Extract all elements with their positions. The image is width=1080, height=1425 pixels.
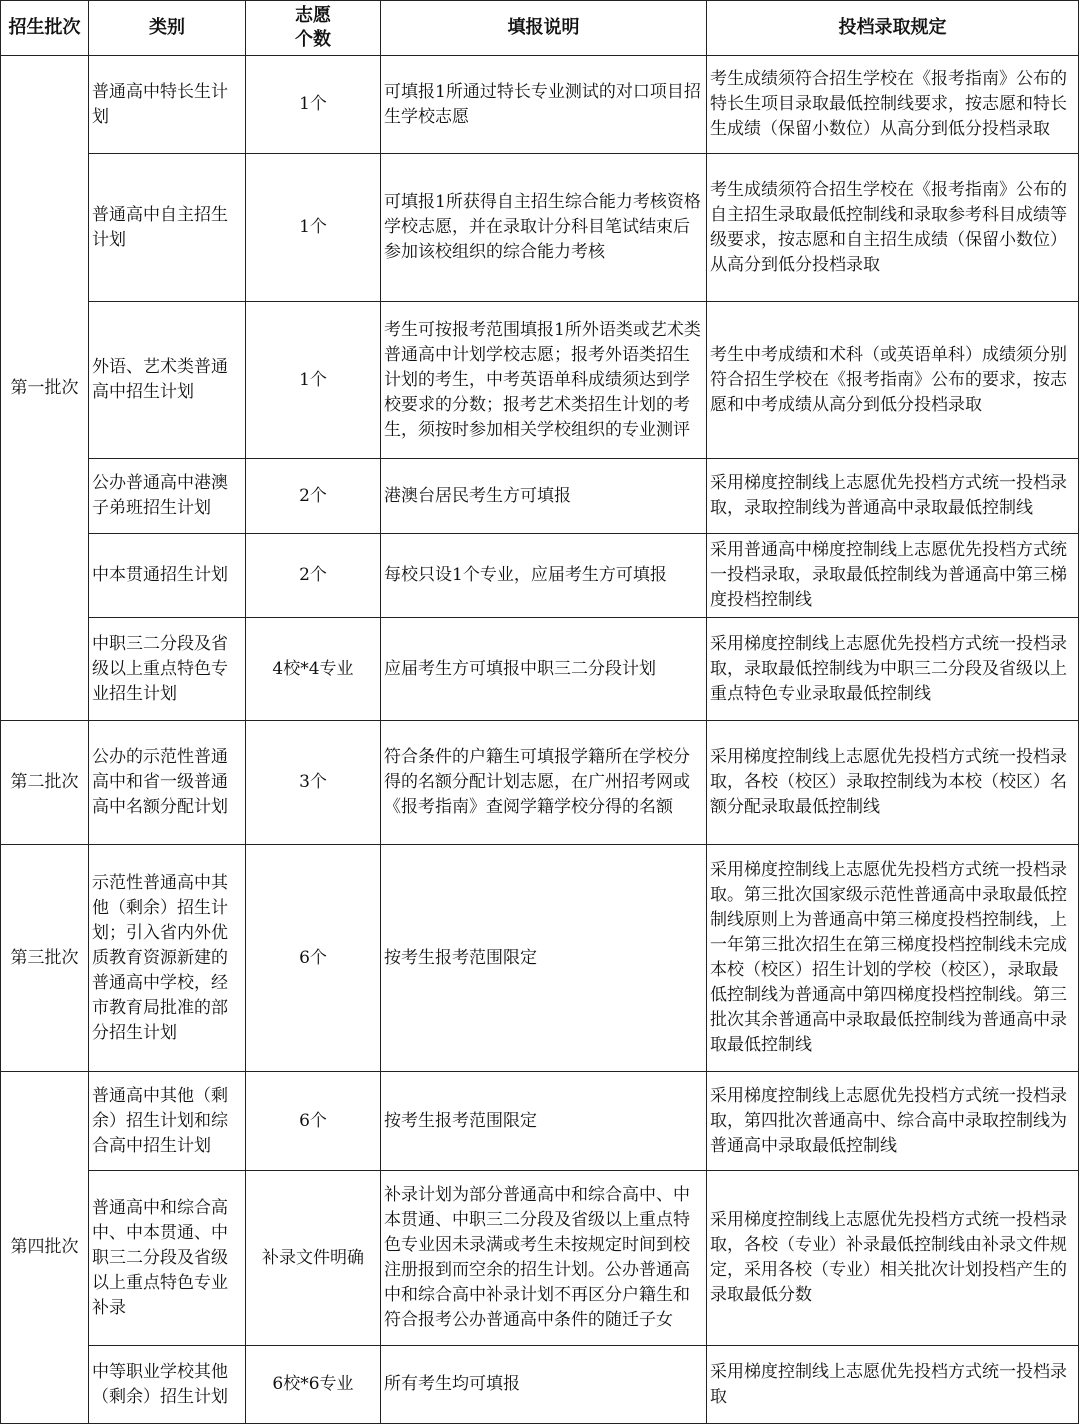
rules-cell: 考生成绩须符合招生学校在《报考指南》公布的自主招生录取最低控制线和录取参考科目成绩等级要求，按志愿和自主招生成绩（保留小数位）从高分到低分投档录取 (707, 154, 1079, 302)
table-row (1, 845, 1079, 1072)
instructions-cell: 符合条件的户籍生可填报学籍所在学校分得的名额分配计划志愿，在广州招考网或《报考指南》查阅学籍学校分得的名额 (381, 721, 707, 845)
count-cell: 2个 (246, 459, 381, 534)
header-batch: 招生批次 (1, 1, 89, 56)
instructions-cell: 每校只设1个专业，应届考生方可填报 (381, 534, 707, 618)
table-row (1, 1072, 1079, 1171)
count-cell: 3个 (246, 721, 381, 845)
category-cell: 外语、艺术类普通高中招生计划 (89, 302, 246, 459)
instructions-cell: 按考生报考范围限定 (381, 845, 707, 1072)
instructions-cell: 可填报1所通过特长专业测试的对口项目招生学校志愿 (381, 56, 707, 154)
instructions-cell: 按考生报考范围限定 (381, 1072, 707, 1171)
rules-cell: 采用普通高中梯度控制线上志愿优先投档方式统一投档录取，录取最低控制线为普通高中第三梯度投档控制线 (707, 534, 1079, 618)
table-row (1, 154, 1079, 302)
rules-cell: 采用梯度控制线上志愿优先投档方式统一投档录取，第四批次普通高中、综合高中录取控制线为普通高中录取最低控制线 (707, 1072, 1079, 1171)
category-cell: 示范性普通高中其他（剩余）招生计划；引入省内外优质教育资源新建的普通高中学校，经市教育局批准的部分招生计划 (89, 845, 246, 1072)
count-cell: 6校*6专业 (246, 1346, 381, 1424)
count-cell: 1个 (246, 56, 381, 154)
instructions-cell: 可填报1所获得自主招生综合能力考核资格学校志愿，并在录取计分科目笔试结束后参加该校组织的综合能力考核 (381, 154, 707, 302)
table-row (1, 618, 1079, 721)
instructions-cell: 所有考生均可填报 (381, 1346, 707, 1424)
rules-cell: 采用梯度控制线上志愿优先投档方式统一投档录取，各校（校区）录取控制线为本校（校区）名额分配录取最低控制线 (707, 721, 1079, 845)
instructions-cell: 港澳台居民考生方可填报 (381, 459, 707, 534)
count-cell: 补录文件明确 (246, 1171, 381, 1346)
header-rules: 投档录取规定 (707, 1, 1079, 56)
count-cell: 4校*4专业 (246, 618, 381, 721)
table-row (1, 1346, 1079, 1424)
count-cell: 6个 (246, 1072, 381, 1171)
count-cell: 2个 (246, 534, 381, 618)
table-row (1, 56, 1079, 154)
header-row (1, 1, 1079, 56)
table-row (1, 1171, 1079, 1346)
table-row (1, 302, 1079, 459)
header-instructions: 填报说明 (381, 1, 707, 56)
rules-cell: 考生中考成绩和术科（或英语单科）成绩须分别符合招生学校在《报考指南》公布的要求，按志愿和中考成绩从高分到低分投档录取 (707, 302, 1079, 459)
category-cell: 公办的示范性普通高中和省一级普通高中名额分配计划 (89, 721, 246, 845)
count-cell: 6个 (246, 845, 381, 1072)
count-cell: 1个 (246, 302, 381, 459)
category-cell: 普通高中和综合高中、中本贯通、中职三二分段及省级以上重点特色专业补录 (89, 1171, 246, 1346)
category-cell: 中职三二分段及省级以上重点特色专业招生计划 (89, 618, 246, 721)
category-cell: 普通高中自主招生计划 (89, 154, 246, 302)
category-cell: 公办普通高中港澳子弟班招生计划 (89, 459, 246, 534)
rules-cell: 采用梯度控制线上志愿优先投档方式统一投档录取。第三批次国家级示范性普通高中录取最低控制线原则上为普通高中第三梯度投档控制线，上一年第三批次招生在第三梯度投档控制线未完成本校（校区）招生计划的学校（校区），录取最低控制线为普通高中第四梯度投档控制线。第三批次其余普通高中录取最低控制线为普通高中录取最低控制线 (707, 845, 1079, 1072)
count-cell: 1个 (246, 154, 381, 302)
rules-cell: 考生成绩须符合招生学校在《报考指南》公布的特长生项目录取最低控制线要求，按志愿和特长生成绩（保留小数位）从高分到低分投档录取 (707, 56, 1079, 154)
batch-cell: 第三批次 (1, 845, 89, 1072)
table-row (1, 459, 1079, 534)
header-count-line2: 个数 (295, 29, 331, 50)
rules-cell: 采用梯度控制线上志愿优先投档方式统一投档录取，各校（专业）补录最低控制线由补录文件规定，采用各校（专业）相关批次计划投档产生的录取最低分数 (707, 1171, 1079, 1346)
instructions-cell: 补录计划为部分普通高中和综合高中、中本贯通、中职三二分段及省级以上重点特色专业因未录满或考生未按规定时间到校注册报到而空余的招生计划。公办普通高中和综合高中补录计划不再区分户籍生和符合报考公办普通高中条件的随迁子女 (381, 1171, 707, 1346)
rules-cell: 采用梯度控制线上志愿优先投档方式统一投档录取 (707, 1346, 1079, 1424)
header-count-line1: 志愿 (295, 5, 331, 26)
category-cell: 普通高中特长生计划 (89, 56, 246, 154)
rules-cell: 采用梯度控制线上志愿优先投档方式统一投档录取，录取最低控制线为中职三二分段及省级以上重点特色专业录取最低控制线 (707, 618, 1079, 721)
rules-cell: 采用梯度控制线上志愿优先投档方式统一投档录取，录取控制线为普通高中录取最低控制线 (707, 459, 1079, 534)
header-count (246, 1, 381, 56)
instructions-cell: 应届考生方可填报中职三二分段计划 (381, 618, 707, 721)
instructions-cell: 考生可按报考范围填报1所外语类或艺术类普通高中计划学校志愿；报考外语类招生计划的考生，中考英语单科成绩须达到学校要求的分数；报考艺术类招生计划的考生，须按时参加相关学校组织的专业测评 (381, 302, 707, 459)
batch-cell: 第二批次 (1, 721, 89, 845)
batch-cell: 第四批次 (1, 1072, 89, 1424)
header-category: 类别 (89, 1, 246, 56)
table-row (1, 534, 1079, 618)
category-cell: 普通高中其他（剩余）招生计划和综合高中招生计划 (89, 1072, 246, 1171)
category-cell: 中本贯通招生计划 (89, 534, 246, 618)
table-row (1, 721, 1079, 845)
batch-cell: 第一批次 (1, 56, 89, 721)
category-cell: 中等职业学校其他（剩余）招生计划 (89, 1346, 246, 1424)
